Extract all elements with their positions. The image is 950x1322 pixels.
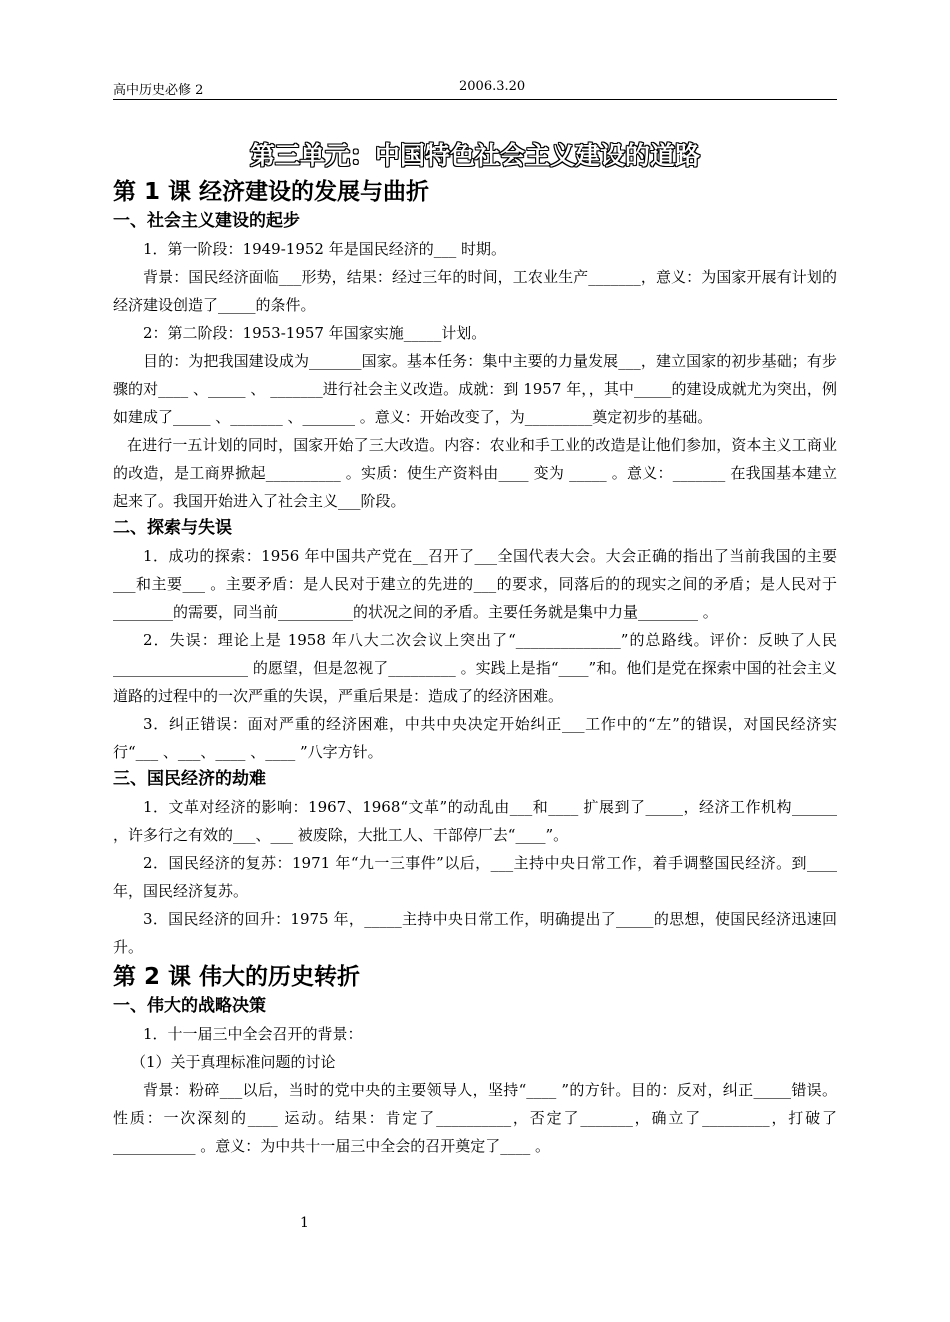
unit-title: 第三单元：中国特色社会主义建设的道路 xyxy=(249,141,700,170)
lesson2-title: 第 2 课 伟大的历史转折 xyxy=(113,964,361,990)
header-date: 2006.3.20 xyxy=(459,79,526,94)
page-header xyxy=(113,79,837,100)
paragraph: 背景：国民经济面临___形势，结果：经过三年的时间，工农业生产_______，意义：为国家开展有计划的经济建设创造了_____的条件。 xyxy=(113,268,837,314)
paragraph: 1．成功的探索：1956 年中国共产党在__召开了___全国代表大会。大会正确的指出了当前我国的主要___和主要___ 。主要矛盾：是人民对于建立的先进的___的要求，同落后的的现实之间的矛盾；是人民对于________的需要，同当前__________的状况之间的矛盾。主要任务就是集中力量________ 。 xyxy=(113,547,837,621)
paragraph: 1．第一阶段：1949-1952 年是国民经济的___ 时期。 xyxy=(143,240,506,258)
paragraph: 在进行一五计划的同时，国家开始了三大改造。内容：农业和手工业的改造是让他们参加，资本主义工商业的改造，是工商界掀起__________ 。实质：使生产资料由____ 变为 _____ 。意义：_______ 在我国基本建立起来了。我国开始进入了社会主义___阶段。 xyxy=(113,436,837,510)
paragraph: 2．失误：理论上是 1958 年八大二次会议上突出了“______________”的总路线。评价：反映了人民__________________ 的愿望，但是忽视了_________ 。实践上是指“____”和。他们是党在探索中国的社会主义道路的过程中的一次严重的失误，严重后果是：造成了的经济困难。 xyxy=(113,631,837,705)
paragraph: 2．国民经济的复苏：1971 年“九一三事件”以后，___主持中央日常工作，着手调整国民经济。到____ 年，国民经济复苏。 xyxy=(113,854,837,900)
paragraph: 目的：为把我国建设成为_______国家。基本任务：集中主要的力量发展___，建立国家的初步基础；有步骤的对____ 、_____ 、 _______进行社会主义改造。成就：到 1957 年，，其中_____的建设成就尤为突出，例如建成了_____ 、_______ 、_______ 。意义：开始改变了，为_________奠定初步的基础。 xyxy=(113,352,837,426)
lesson1-section3-heading: 三、国民经济的劫难 xyxy=(113,769,266,789)
paragraph: 2：第二阶段：1953-1957 年国家实施_____计划。 xyxy=(143,324,487,342)
paragraph: 1．文革对经济的影响：1967、1968“文革”的动乱由___和____ 扩展到了_____，经济工作机构______ ，许多行之有效的___、___ 被废除，大批工人、干部停厂去“____”。 xyxy=(113,798,837,844)
header-course: 高中历史必修 2 xyxy=(113,83,204,98)
lesson1-section2-heading: 二、探索与失误 xyxy=(113,518,232,538)
paragraph: 1．十一届三中全会召开的背景： xyxy=(143,1025,363,1043)
paragraph: 3．国民经济的回升：1975 年，_____主持中央日常工作，明确提出了_____的思想，使国民经济迅速回升。 xyxy=(113,910,837,956)
lesson1-title: 第 1 课 经济建设的发展与曲折 xyxy=(113,179,430,205)
page-number: 1 xyxy=(300,1215,309,1231)
lesson1-section1-heading: 一、社会主义建设的起步 xyxy=(113,211,300,231)
document-body xyxy=(113,176,837,1160)
paragraph: 背景：粉碎___以后，当时的党中央的主要领导人，坚持“____ ”的方针。目的：反对，纠正_____错误。性质：一次深刻的____ 运动。结果：肯定了__________，否定了_______，确立了_________，打破了___________ 。意义：为中共十一届三中全会的召开奠定了____ 。 xyxy=(113,1081,837,1155)
paragraph: 3．纠正错误：面对严重的经济困难，中共中央决定开始纠正___工作中的“左”的错误，对国民经济实行“___ 、___、____ 、____ ”八字方针。 xyxy=(113,715,837,761)
lesson2-section1-heading: 一、伟大的战略决策 xyxy=(113,996,266,1016)
paragraph: （1）关于真理标准问题的讨论 xyxy=(131,1053,336,1071)
